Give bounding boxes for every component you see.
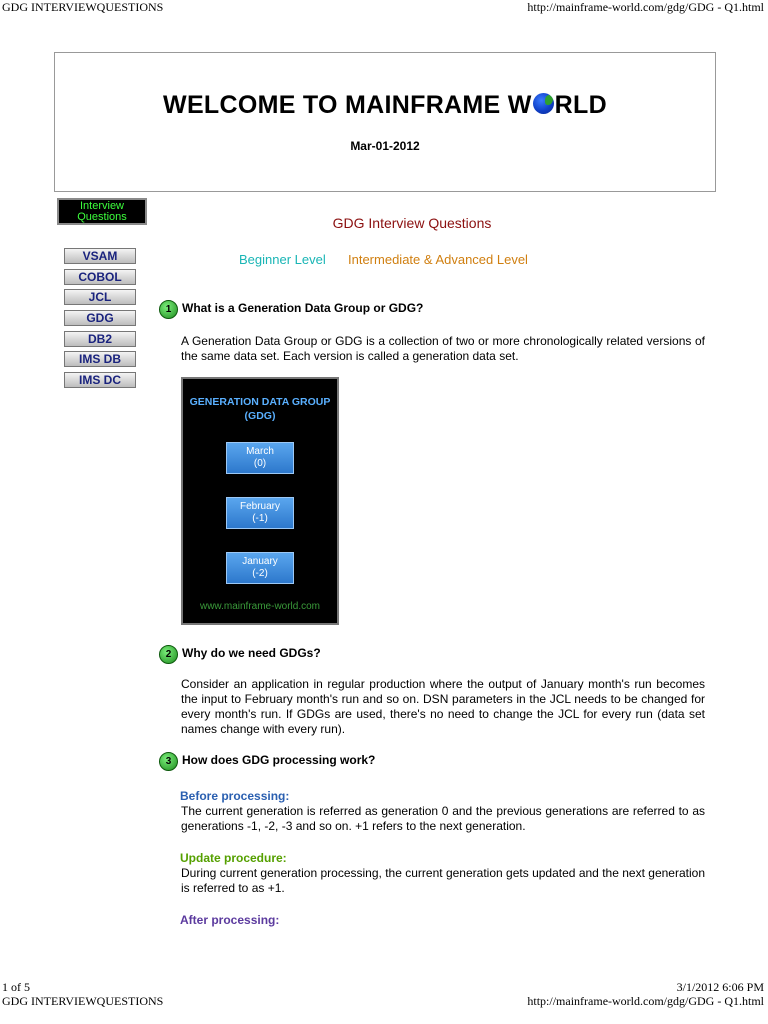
nav-cobol[interactable]: COBOL xyxy=(64,269,136,285)
nav-ims-dc[interactable]: IMS DC xyxy=(64,372,136,388)
gdg-diagram xyxy=(181,377,339,625)
question-2-answer: Consider an application in regular production where the output of January month's run becomes the input to February month's run and so on. DSN parameters in the JCL needs to be changed for every month's run. If GDGs are used, there's no need to change the JCL for every run (data set names change with every run). xyxy=(181,677,705,736)
nav-gdg[interactable]: GDG xyxy=(64,310,136,326)
banner-date: Mar-01-2012 xyxy=(350,139,420,153)
gdg-generation-bar xyxy=(226,552,294,584)
gdg-diagram-title xyxy=(183,395,337,423)
print-header-url: http://mainframe-world.com/gdg/GDG - Q1.html xyxy=(527,0,764,14)
print-footer-url: http://mainframe-world.com/gdg/GDG - Q1.html xyxy=(527,994,764,1008)
generation-number: (0) xyxy=(253,458,267,469)
beginner-level-link[interactable]: Beginner Level xyxy=(239,252,326,267)
after-processing-heading: After processing: xyxy=(180,913,280,927)
question-1-title: What is a Generation Data Group or GDG? xyxy=(182,301,424,315)
welcome-banner xyxy=(54,52,716,192)
before-processing-text: The current generation is referred as generation 0 and the previous generations are referred to as generations -1, -2, -3 and so on. +1 refers to the next generation. xyxy=(181,804,705,833)
question-1-answer: A Generation Data Group or GDG is a collection of two or more chronologically related versions of the same data set. Each version is called a generation data set. xyxy=(181,334,705,363)
before-processing-heading: Before processing: xyxy=(180,789,290,803)
nav-db2[interactable]: DB2 xyxy=(64,331,136,347)
question-3-title: How does GDG processing work? xyxy=(182,753,376,767)
generation-name: January xyxy=(242,556,278,567)
gdg-diagram-footer: www.mainframe-world.com xyxy=(199,601,321,612)
interview-questions-label-line2: Questions xyxy=(77,211,127,223)
question-number-icon: 1 xyxy=(159,300,178,319)
globe-icon xyxy=(533,93,554,114)
nav-vsam[interactable]: VSAM xyxy=(64,248,136,264)
update-procedure-heading: Update procedure: xyxy=(180,851,287,865)
question-number-icon: 3 xyxy=(159,752,178,771)
banner-title-text-start: WELCOME TO MAINFRAME W xyxy=(163,91,532,119)
gdg-diagram-title-line1: GENERATION DATA GROUP xyxy=(189,396,331,408)
page-heading: GDG Interview Questions xyxy=(332,215,492,231)
print-footer-title: GDG INTERVIEWQUESTIONS xyxy=(2,994,164,1008)
print-footer-datetime: 3/1/2012 6:06 PM xyxy=(676,980,764,994)
print-header-title: GDG INTERVIEWQUESTIONS xyxy=(2,0,164,14)
banner-title-text-end: RLD xyxy=(554,91,607,119)
update-procedure-text: During current generation processing, the current generation gets updated and the next generation is referred to as +1. xyxy=(181,866,705,895)
gdg-diagram-title-line2: (GDG) xyxy=(244,410,276,422)
generation-number: (-1) xyxy=(252,513,268,524)
generation-number: (-2) xyxy=(252,568,268,579)
gdg-generation-bar xyxy=(226,442,294,474)
nav-jcl[interactable]: JCL xyxy=(64,289,136,305)
advanced-level-link[interactable]: Intermediate & Advanced Level xyxy=(348,252,528,267)
question-2-title: Why do we need GDGs? xyxy=(182,646,321,660)
generation-name: February xyxy=(239,501,280,512)
question-number-icon: 2 xyxy=(159,645,178,664)
gdg-generation-bar xyxy=(226,497,294,529)
interview-questions-label-line1: Interview xyxy=(79,200,125,212)
print-footer-page: 1 of 5 xyxy=(2,980,30,994)
banner-title xyxy=(55,91,715,120)
generation-name: March xyxy=(246,446,274,457)
nav-ims-db[interactable]: IMS DB xyxy=(64,351,136,367)
